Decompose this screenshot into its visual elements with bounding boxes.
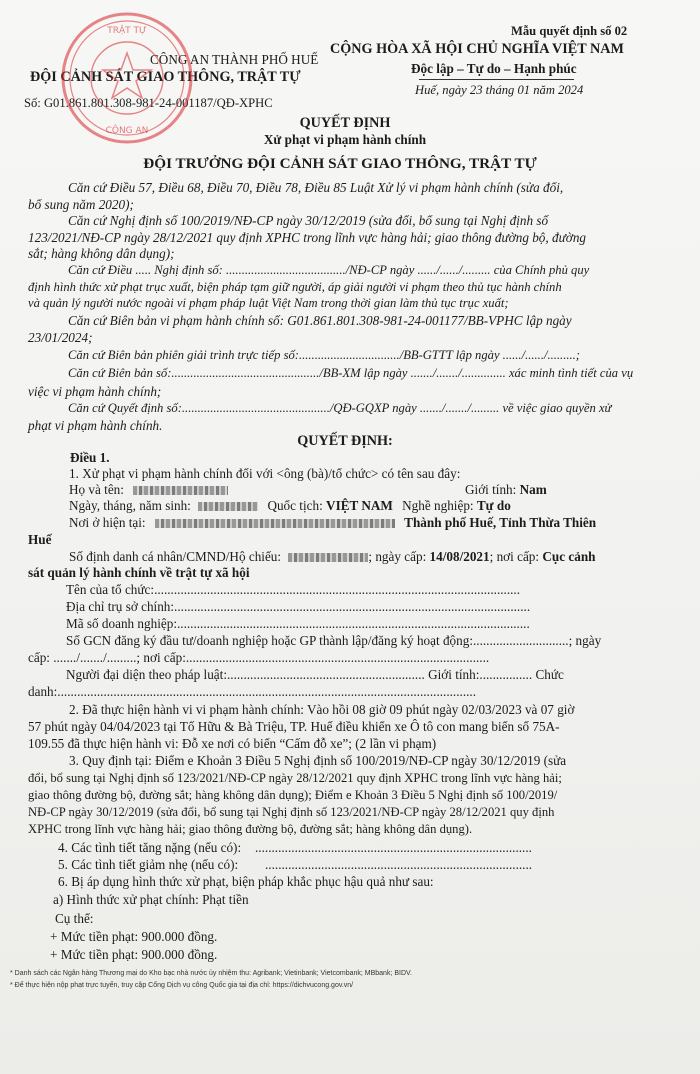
- org-name: Tên của tổ chức:...............................................................................................................: [66, 582, 521, 597]
- decision-title: QUYẾT ĐỊNH: [299, 115, 391, 131]
- address-city: Thành phố Huế, Tỉnh Thừa Thiên: [404, 515, 597, 530]
- national-motto: Độc lập – Tự do – Hạnh phúc: [411, 61, 577, 76]
- decision-heading: QUYẾT ĐỊNH:: [297, 433, 393, 449]
- id-date: 14/08/2021: [429, 549, 490, 564]
- fine-amount: + Mức tiền phạt: 900.000 đồng.: [50, 929, 218, 944]
- article-heading: Điều 1.: [70, 450, 110, 465]
- basis-line: phạt vi phạm hành chính.: [28, 418, 163, 433]
- job-value: Tự do: [476, 498, 511, 513]
- id-row: [69, 549, 595, 565]
- agency-name: ĐỘI CẢNH SÁT GIAO THÔNG, TRẬT TỰ: [30, 69, 301, 85]
- basis-line: Căn cứ Biên bản vi phạm hành chính số: G01.861.801.308-981-24-001177/BB-VPHC lập ngày: [68, 313, 572, 328]
- org-gcn: Số GCN đăng ký đầu tư/doanh nghiệp hoặc GP thành lập/đăng ký hoạt động:.............................; ngày: [66, 633, 602, 648]
- redacted-name: [133, 486, 228, 495]
- dob-label: Ngày, tháng, năm sinh:: [69, 498, 191, 513]
- regulation-line: NĐ-CP ngày 30/12/2019 (sửa đổi, bổ sung tại Nghị định số 123/2021/NĐ-CP ngày 28/12/2021 quy định: [28, 805, 555, 819]
- place-date: Huế, ngày 23 tháng 01 năm 2024: [415, 83, 584, 97]
- gender-value: Nam: [519, 482, 547, 497]
- basis-line: Căn cứ Quyết định số:.............................................../QĐ-GQXP ngày ......./......./......... về việc giao quyền xử: [68, 401, 612, 415]
- official-seal: [58, 9, 196, 147]
- basis-line: Căn cứ Điều 57, Điều 68, Điều 70, Điều 78, Điều 85 Luật Xử lý vi phạm hành chính (sửa đổi,: [68, 180, 564, 195]
- basis-line: việc vi phạm hành chính;: [28, 384, 162, 399]
- penalty-form: 6. Bị áp dụng hình thức xử phạt, biện pháp khắc phục hậu quả như sau:: [58, 874, 434, 889]
- id-place-continued: sát quản lý hành chính về trật tự xã hội: [28, 565, 250, 580]
- bank-footnote: * Danh sách các Ngân hàng Thương mại do Kho bạc nhà nước ủy nhiệm thu: Agribank; Vietinbank; Vietcombank; MBbank; BIDV.: [10, 970, 412, 977]
- motto-underline: [419, 79, 574, 80]
- seal-bottom-text: CÔNG AN: [105, 126, 149, 136]
- regulation-line: 3. Quy định tại: Điểm e Khoản 3 Điều 5 Nghị định số 100/2019/NĐ-CP ngày 30/12/2019 (sửa: [69, 753, 567, 768]
- online-payment-footnote: * Để thực hiện nộp phạt trực tuyến, truy cập Cổng Dịch vụ công Quốc gia tại địa chỉ: https://dichvucong.gov.vn/: [10, 982, 354, 989]
- basis-line: 123/2021/NĐ-CP ngày 28/12/2021 quy định XPHC trong lĩnh vực hàng hải; giao thông đường bộ, đường: [28, 230, 587, 245]
- mitigating-factors: 5. Các tình tiết giảm nhẹ (nếu có):: [58, 857, 239, 872]
- redacted-address: [155, 519, 395, 528]
- org-gcn-continued: cấp: ......./......./.........; nơi cấp:............................................................................................: [28, 650, 490, 665]
- basis-line: 23/01/2024;: [28, 330, 93, 345]
- agency-parent: CÔNG AN THÀNH PHỐ HUẾ: [150, 52, 319, 67]
- mitigating-dots: .................................................................................: [265, 857, 533, 872]
- violation-line: 57 phút ngày 04/04/2023 tại Tố Hữu & Bà Triệu, TP. Huế điều khiển xe Ô tô con mang biển số 75A-: [28, 719, 560, 734]
- violation-line: 2. Đã thực hiện hành vi vi phạm hành chính: Vào hồi 08 giờ 09 phút ngày 02/03/2023 và 07 giờ: [69, 702, 575, 717]
- nationality-label: Quốc tịch:: [267, 498, 323, 513]
- job-label: Nghề nghiệp:: [402, 498, 474, 513]
- address-end: Huế: [28, 532, 52, 547]
- main-penalty: a) Hình thức xử phạt chính: Phạt tiền: [53, 892, 249, 907]
- redacted-id: [288, 553, 368, 562]
- org-code: Mã số doanh nghiệp:...........................................................................................................: [66, 616, 530, 631]
- aggravating-dots: ....................................................................................: [255, 840, 532, 855]
- regulation-line: đổi, bổ sung tại Nghị định số 123/2021/NĐ-CP ngày 28/12/2021 quy định XPHC trong lĩnh vực hàng hải;: [28, 771, 562, 785]
- gender-label: Giới tính:: [465, 482, 517, 497]
- address-label: Nơi ở hiện tại:: [69, 515, 146, 530]
- id-place: Cục cảnh: [542, 549, 596, 564]
- regulation-line: XPHC trong lĩnh vực hàng hải; giao thông đường bộ, đường sắt; hàng không dân dụng).: [28, 822, 473, 836]
- address-row: [69, 515, 596, 531]
- regulation-line: giao thông đường bộ, đường sắt; hàng không dân dụng); Điểm e Khoản 3 Điều 5 Nghị định số 100/2019/: [28, 788, 558, 802]
- seal-top-text: TRẬT TỰ: [107, 26, 147, 36]
- fine-amount: + Mức tiền phạt: 900.000 đồng.: [50, 947, 218, 962]
- document-number: Số: G01.861.801.308-981-24-001187/QĐ-XPHC: [24, 96, 273, 110]
- name-label: Họ và tên:: [69, 482, 124, 497]
- org-address: Địa chỉ trụ sở chính:............................................................................................................: [66, 599, 531, 614]
- basis-line: và quản lý người nước ngoài vi phạm pháp luật Việt Nam trong thời gian làm thủ tục trục xuất;: [28, 296, 509, 310]
- decision-subtitle: Xử phạt vi phạm hành chính: [263, 132, 427, 147]
- redacted-dob: [198, 502, 258, 511]
- aggravating-factors: 4. Các tình tiết tăng nặng (nếu có):: [58, 840, 242, 855]
- nationality-value: VIỆT NAM: [326, 498, 393, 513]
- basis-line: Căn cứ Nghị định số 100/2019/NĐ-CP ngày 30/12/2019 (sửa đổi, bổ sung tại Nghị định số: [68, 213, 549, 228]
- gender-row: [465, 482, 547, 498]
- authority-title: ĐỘI TRƯỞNG ĐỘI CẢNH SÁT GIAO THÔNG, TRẬT TỰ: [143, 155, 537, 172]
- basis-line: Căn cứ Biên bản phiên giải trình trực tiếp số:................................/BB-GTTT lập ngày ....../....../.........;: [68, 348, 580, 362]
- representative-title: danh:...............................................................................................................................: [28, 684, 477, 699]
- birth-row: [69, 498, 511, 514]
- violation-line: 109.55 đã thực hiện hành vi: Đỗ xe nơi có biển “Cấm đỗ xe”; (2 lần vi phạm): [28, 736, 437, 751]
- form-number: Mẫu quyết định số 02: [511, 24, 628, 38]
- id-date-label: ; ngày cấp:: [368, 549, 427, 564]
- person-name-row: [69, 482, 228, 498]
- nation-name: CỘNG HÒA XÃ HỘI CHỦ NGHĨA VIỆT NAM: [330, 41, 624, 57]
- basis-line: Căn cứ Điều ..... Nghị định số: ....................................../NĐ-CP ngày ....../....../......... của Chính phủ quy: [68, 263, 590, 277]
- id-label: Số định danh cá nhân/CMND/Hộ chiếu:: [69, 549, 282, 564]
- specific-label: Cụ thể:: [55, 911, 94, 926]
- basis-line: sắt; hàng không dân dụng);: [28, 246, 175, 261]
- id-place-label: ; nơi cấp:: [489, 549, 540, 564]
- basis-line: định hình thức xử phạt trục xuất, biện pháp tạm giữ người, áp giải người vi phạm theo thủ tục hành chính: [28, 280, 562, 294]
- basis-line: Căn cứ Biên bản số:.............................................../BB-XM lập ngày ......./......./.............. xác minh tình tiết của vụ: [68, 366, 634, 380]
- basis-line: bổ sung năm 2020);: [28, 197, 134, 212]
- article-intro: 1. Xử phạt vi phạm hành chính đối với <ông (bà)/tổ chức> có tên sau đây:: [69, 466, 461, 481]
- legal-representative: Người đại diện theo pháp luật:............................................................ Giới tính:................ Chức: [66, 667, 564, 682]
